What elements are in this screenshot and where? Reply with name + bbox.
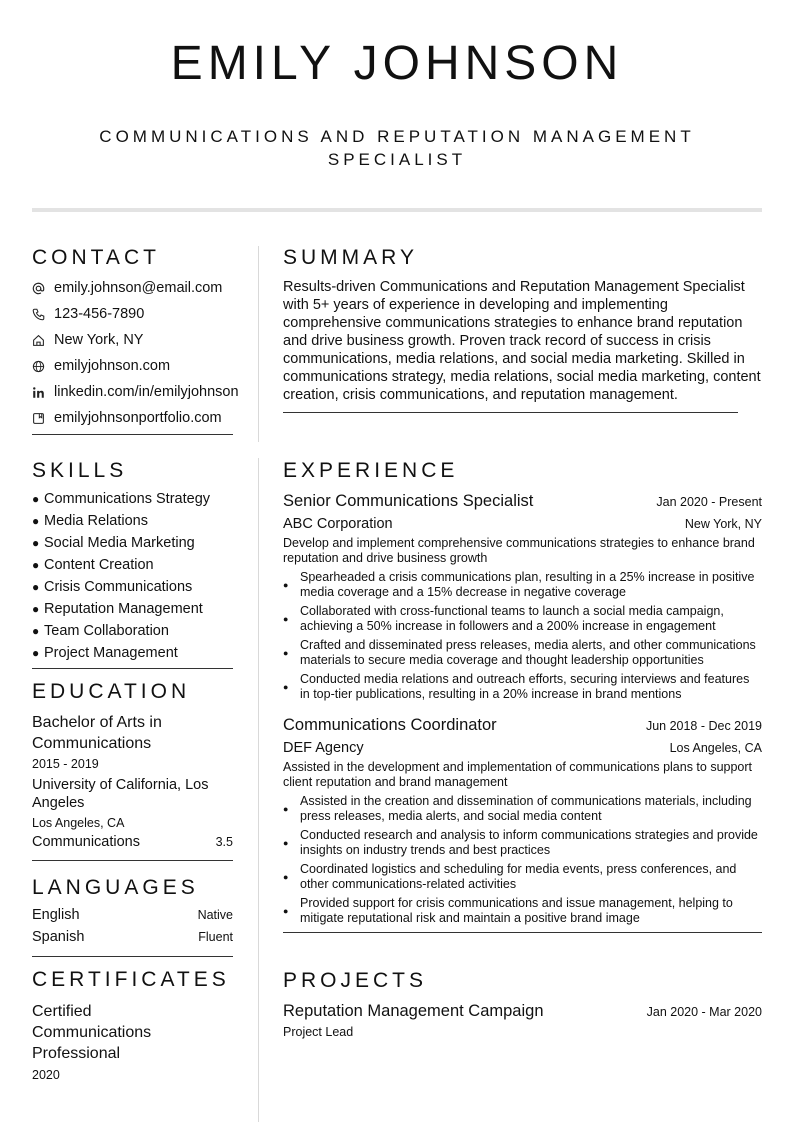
experience-divider	[283, 932, 762, 933]
job-bullet: ● Crafted and disseminated press releases, media alerts, and other communications materials to secure media coverage and thought leadership opportunities	[283, 638, 756, 667]
project-role: Project Lead	[283, 1025, 354, 1039]
experience-section	[283, 459, 762, 933]
column-divider-bottom	[258, 458, 259, 1122]
summary-text: Results-driven Communications and Reputation Management Specialist with 5+ years of experience in developing and implementing comprehensive communications strategies to enhance brand reputation and drive business growth. Proven track record of success in crisis communications, media relations, and social media marketing. Skilled in communications strategy, media relations, social media marketing, content creation, crisis communications, and reputation management.	[283, 279, 761, 403]
certificates-section	[32, 968, 254, 1082]
project-dates: Jan 2020 - Mar 2020	[646, 1005, 762, 1019]
job-bullets	[283, 794, 762, 926]
portfolio-icon	[32, 412, 54, 425]
certificate-name: Certified Communications Professional	[32, 1003, 152, 1062]
job-bullet: ● Collaborated with cross-functional teams to launch a social media campaign, achieving a 50% increase in followers and a 200% increase in engagement	[283, 604, 724, 633]
contact-portfolio[interactable]	[32, 405, 254, 431]
contact-portfolio-text: emilyjohnsonportfolio.com	[54, 410, 222, 426]
skills-divider	[32, 668, 233, 669]
job-company: DEF Agency	[283, 740, 364, 756]
contact-section	[32, 246, 254, 435]
languages-heading: LANGUAGES	[32, 876, 199, 899]
skills-section	[32, 459, 254, 669]
experience-heading: EXPERIENCE	[283, 459, 459, 482]
contact-website-text: emilyjohnson.com	[54, 358, 171, 374]
job-entry	[283, 716, 762, 926]
job-bullet: ● Provided support for crisis communications and issue management, helping to mitigate reputational risk and maintain a positive brand image	[283, 896, 733, 925]
contact-phone-text: 123-456-7890	[54, 306, 145, 322]
languages-section	[32, 876, 233, 957]
job-bullet: ● Conducted media relations and outreach efforts, securing interviews and features in top-tier publications, resulting in a 20% increase in brand mentions	[283, 672, 750, 701]
job-dates: Jun 2018 - Dec 2019	[645, 719, 762, 733]
contact-linkedin-text: linkedin.com/in/emilyjohnson	[54, 384, 239, 400]
job-bullet: ● Spearheaded a crisis communications plan, resulting in a 25% increase in positive media coverage and a 15% decrease in negative coverage	[283, 570, 755, 599]
skill-item: ● Content Creation	[32, 557, 154, 573]
job-bullet: ● Conducted research and analysis to inform communications strategies and provide insights on industry trends and best practices	[283, 828, 758, 857]
column-divider-top	[258, 246, 259, 442]
language-name: English	[32, 907, 80, 923]
job-bullets	[283, 570, 762, 702]
contact-website[interactable]	[32, 353, 254, 379]
education-years: 2015 - 2019	[32, 757, 99, 771]
contact-email[interactable]	[32, 275, 254, 301]
job-company-row	[283, 516, 762, 532]
language-name: Spanish	[32, 929, 85, 945]
job-title-heading: COMMUNICATIONS AND REPUTATION MANAGEMENT SPECIALIST	[99, 127, 695, 169]
skill-item: ● Crisis Communications	[32, 579, 193, 595]
job-company: ABC Corporation	[283, 516, 393, 532]
job-entry	[283, 492, 762, 702]
education-field-row	[32, 834, 233, 850]
header-divider	[32, 208, 762, 212]
job-title: Communications Coordinator	[283, 716, 497, 734]
skill-item: ● Team Collaboration	[32, 623, 169, 639]
summary-divider	[283, 412, 738, 413]
education-school: University of California, Los Angeles	[32, 777, 209, 811]
job-bullet: ● Coordinated logistics and scheduling for media events, press conferences, and other communications-related activities	[283, 862, 737, 891]
at-icon	[32, 282, 54, 295]
job-company-row	[283, 740, 762, 756]
education-field: Communications	[32, 834, 140, 850]
language-level: Fluent	[198, 930, 233, 944]
globe-icon	[32, 360, 54, 373]
job-title: Senior Communications Specialist	[283, 492, 534, 510]
education-degree: Bachelor of Arts in Communications	[32, 714, 162, 752]
job-header	[283, 492, 762, 511]
project-name: Reputation Management Campaign	[283, 1002, 544, 1020]
education-section	[32, 680, 254, 861]
skill-item: ● Communications Strategy	[32, 491, 211, 507]
language-row	[32, 904, 233, 926]
summary-heading: SUMMARY	[283, 246, 418, 269]
skill-item: ● Project Management	[32, 645, 178, 661]
language-row	[32, 926, 233, 948]
project-header	[283, 1002, 762, 1021]
contact-email-text: emily.johnson@email.com	[54, 280, 223, 296]
projects-heading: PROJECTS	[283, 969, 428, 992]
language-level: Native	[197, 908, 233, 922]
education-location: Los Angeles, CA	[32, 816, 125, 830]
certificates-heading: CERTIFICATES	[32, 968, 230, 991]
job-location: New York, NY	[684, 517, 762, 531]
certificate-year: 2020	[32, 1068, 60, 1082]
education-divider	[32, 860, 233, 861]
job-location: Los Angeles, CA	[669, 741, 762, 755]
contact-location	[32, 327, 254, 353]
education-heading: EDUCATION	[32, 680, 191, 703]
contact-heading: CONTACT	[32, 246, 160, 269]
candidate-name: EMILY JOHNSON	[170, 37, 624, 90]
skill-item: ● Reputation Management	[32, 601, 203, 617]
contact-linkedin[interactable]	[32, 379, 254, 405]
home-icon	[32, 334, 54, 347]
job-bullet: ● Assisted in the creation and dissemination of communications materials, including press releases, media alerts, and social media content	[283, 794, 752, 823]
skill-item: ● Social Media Marketing	[32, 535, 195, 551]
job-description: Assisted in the development and implementation of communications plans to support client reputation and brand management	[283, 760, 753, 789]
phone-icon	[32, 308, 54, 321]
skills-heading: SKILLS	[32, 459, 128, 482]
contact-divider	[32, 434, 233, 435]
languages-divider	[32, 956, 233, 957]
job-header	[283, 716, 762, 735]
projects-section	[283, 969, 762, 1039]
job-dates: Jan 2020 - Present	[656, 495, 762, 509]
linkedin-icon	[32, 386, 54, 399]
education-gpa: 3.5	[215, 835, 233, 849]
skill-item: ● Media Relations	[32, 513, 148, 529]
job-description: Develop and implement comprehensive communications strategies to enhance brand reputation and drive business growth	[283, 536, 755, 565]
contact-phone[interactable]	[32, 301, 254, 327]
contact-location-text: New York, NY	[54, 332, 144, 348]
summary-section	[283, 246, 762, 413]
